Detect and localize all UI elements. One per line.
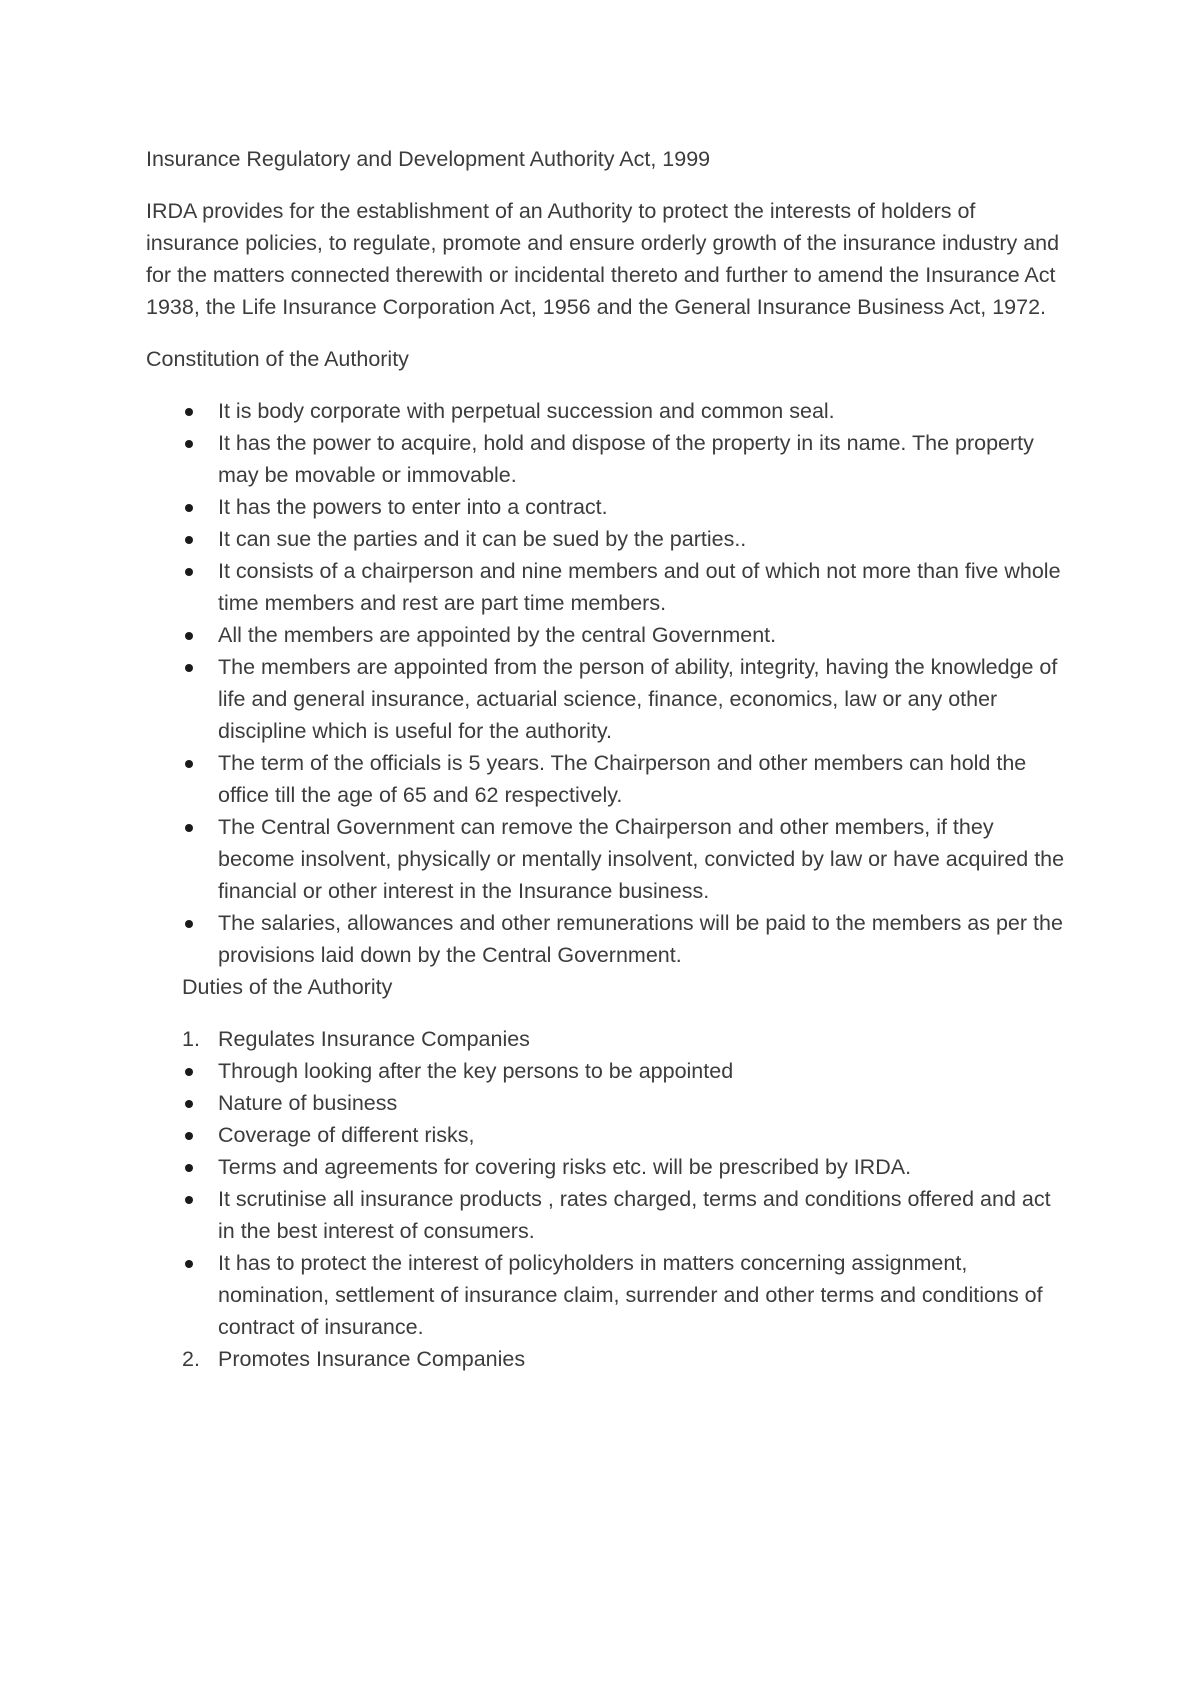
list-item-text: The members are appointed from the person of ability, integrity, having the knowledge of life and general insurance, actuarial science, finance, economics, law or any other discipline which is useful for the authority. <box>218 655 1058 743</box>
bullet-icon <box>185 1260 193 1268</box>
list-item-text: All the members are appointed by the central Government. <box>218 623 777 647</box>
list-item-text: Through looking after the key persons to be appointed <box>218 1059 734 1083</box>
duties-heading: Duties of the Authority <box>182 975 393 999</box>
item-label: Regulates Insurance Companies <box>218 1027 530 1051</box>
item-label: Promotes Insurance Companies <box>218 1347 526 1371</box>
bullet-icon <box>185 1132 193 1140</box>
constitution-heading: Constitution of the Authority <box>146 347 409 371</box>
list-item-text: It has the power to acquire, hold and dispose of the property in its name. The property may be movable or immovable. <box>218 431 1034 487</box>
bullet-icon <box>185 536 193 544</box>
item-number: 2. <box>182 1347 200 1371</box>
list-item <box>146 811 1066 907</box>
list-item-text: It has the powers to enter into a contract. <box>218 495 608 519</box>
list-item-text: The Central Government can remove the Chairperson and other members, if they become insolvent, physically or mentally insolvent, convicted by law or have acquired the financial or other interest in the Insurance business. <box>218 815 1065 903</box>
list-item <box>146 1119 1066 1151</box>
bullet-icon <box>185 504 193 512</box>
bullet-icon <box>185 760 193 768</box>
document-body <box>146 143 1066 1375</box>
list-item <box>146 395 1066 427</box>
constitution-list <box>146 395 1066 971</box>
list-item-text: Terms and agreements for covering risks etc. will be prescribed by IRDA. <box>218 1155 912 1179</box>
item-number: 1. <box>182 1027 200 1051</box>
bullet-icon <box>185 440 193 448</box>
list-item <box>146 1183 1066 1247</box>
list-item-text: Nature of business <box>218 1091 398 1115</box>
bullet-icon <box>185 568 193 576</box>
bullet-icon <box>185 1164 193 1172</box>
list-item-text: The term of the officials is 5 years. The Chairperson and other members can hold the office till the age of 65 and 62 respectively. <box>218 751 1027 807</box>
bullet-icon <box>185 1196 193 1204</box>
list-item-text: It consists of a chairperson and nine members and out of which not more than five whole time members and rest are part time members. <box>218 559 1061 615</box>
intro-paragraph: IRDA provides for the establishment of an Authority to protect the interests of holders of insurance policies, to regulate, promote and ensure orderly growth of the insurance industry and for the matters connected therewith or incidental thereto and further to amend the Insurance Act 1938, the Life Insurance Corporation Act, 1956 and the General Insurance Business Act, 1972. <box>146 199 1060 319</box>
list-item-text: Coverage of different risks, <box>218 1123 475 1147</box>
bullet-icon <box>185 664 193 672</box>
bullet-icon <box>185 632 193 640</box>
list-item-text: It has to protect the interest of policyholders in matters concerning assignment, nomination, settlement of insurance claim, surrender and other terms and conditions of contract of insurance. <box>218 1251 1043 1339</box>
numbered-item-promotes <box>146 1343 1066 1375</box>
document-title: Insurance Regulatory and Development Authority Act, 1999 <box>146 147 711 171</box>
list-item-text: It can sue the parties and it can be sued by the parties.. <box>218 527 747 551</box>
bullet-icon <box>185 1100 193 1108</box>
list-item <box>146 1055 1066 1087</box>
list-item <box>146 619 1066 651</box>
list-item <box>146 491 1066 523</box>
bullet-icon <box>185 1068 193 1076</box>
list-item-text: It scrutinise all insurance products , rates charged, terms and conditions offered and act in the best interest of consumers. <box>218 1187 1051 1243</box>
list-item <box>146 555 1066 619</box>
bullet-icon <box>185 824 193 832</box>
list-item <box>146 1151 1066 1183</box>
bullet-icon <box>185 408 193 416</box>
list-item <box>146 747 1066 811</box>
list-item <box>146 523 1066 555</box>
numbered-item-regulates <box>146 1023 1066 1055</box>
list-item <box>146 1247 1066 1343</box>
list-item <box>146 907 1066 971</box>
list-item-text: It is body corporate with perpetual succession and common seal. <box>218 399 835 423</box>
bullet-icon <box>185 920 193 928</box>
duties-list <box>146 1055 1066 1343</box>
list-item <box>146 427 1066 491</box>
list-item <box>146 651 1066 747</box>
list-item-text: The salaries, allowances and other remunerations will be paid to the members as per the provisions laid down by the Central Government. <box>218 911 1063 967</box>
list-item <box>146 1087 1066 1119</box>
